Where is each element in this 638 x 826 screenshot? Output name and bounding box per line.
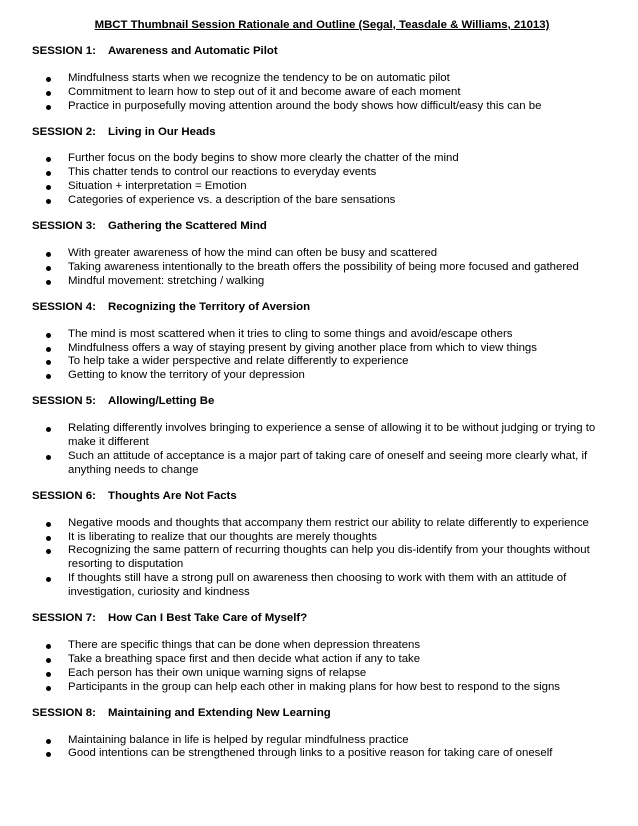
bullet-text: Each person has their own unique warning signs of relapse (68, 666, 367, 679)
session-title: Recognizing the Territory of Aversion (108, 300, 311, 313)
bullet-list (32, 328, 602, 384)
bullet-icon (46, 427, 51, 432)
bullet-text: Good intentions can be strengthened through links to a positive reason for taking care of oneself (68, 747, 553, 760)
bullet-icon (46, 455, 51, 460)
bullet-text: Negative moods and thoughts that accompany them restrict our ability to relate differently to experience (68, 516, 589, 529)
bullet-text: Further focus on the body begins to show more clearly the chatter of the mind (68, 152, 459, 165)
list-item (32, 86, 602, 100)
bullet-icon (46, 77, 51, 82)
bullet-text: Mindful movement: stretching / walking (68, 274, 265, 287)
session-title: How Can I Best Take Care of Myself? (108, 612, 308, 625)
list-item (32, 166, 602, 180)
session-title: Allowing/Letting Be (108, 395, 215, 408)
list-item (32, 572, 602, 600)
bullet-text: Mindfulness offers a way of staying present by giving another place from which to view things (68, 341, 537, 354)
session-number: SESSION 6: (32, 489, 96, 502)
bullet-list (32, 639, 602, 695)
list-item (32, 328, 602, 342)
session-title: Thoughts Are Not Facts (108, 489, 237, 502)
bullet-icon (46, 171, 51, 176)
bullet-icon (46, 536, 51, 541)
session-number: SESSION 8: (32, 706, 96, 719)
bullet-list (32, 247, 602, 289)
bullet-text: Recognizing the same pattern of recurring thoughts can help you dis-identify from your thoughts without resorting to disputation (68, 544, 590, 571)
bullet-icon (46, 739, 51, 744)
session-number: SESSION 4: (32, 300, 96, 313)
session-heading (32, 707, 602, 721)
bullet-icon (46, 199, 51, 204)
bullet-text: The mind is most scattered when it tries to cling to some things and avoid/escape others (68, 327, 513, 340)
bullet-text: Taking awareness intentionally to the breath offers the possibility of being more focused and gathered (68, 260, 579, 273)
list-item (32, 544, 602, 572)
bullet-text: It is liberating to realize that our thoughts are merely thoughts (68, 530, 377, 543)
bullet-icon (46, 522, 51, 527)
bullet-icon (46, 374, 51, 379)
list-item (32, 261, 602, 275)
list-item (32, 747, 602, 761)
bullet-text: Situation + interpretation = Emotion (68, 180, 247, 193)
session-number: SESSION 3: (32, 220, 96, 233)
bullet-icon (46, 360, 51, 365)
session-title: Awareness and Automatic Pilot (108, 44, 278, 57)
bullet-text: With greater awareness of how the mind can often be busy and scattered (68, 246, 438, 259)
session-heading (32, 126, 602, 140)
bullet-text: Commitment to learn how to step out of it and become aware of each moment (68, 85, 461, 98)
list-item (32, 422, 602, 450)
bullet-text: If thoughts still have a strong pull on awareness then choosing to work with them with an attitude of investigation, curiosity and kindness (68, 572, 567, 599)
session-title: Living in Our Heads (108, 125, 216, 138)
list-item (32, 342, 602, 356)
bullet-icon (46, 672, 51, 677)
bullet-icon (46, 157, 51, 162)
bullet-text: There are specific things that can be done when depression threatens (68, 639, 421, 651)
list-item (32, 355, 602, 369)
list-item (32, 194, 602, 208)
bullet-icon (46, 266, 51, 271)
list-item (32, 639, 602, 653)
session-heading (32, 490, 602, 504)
bullet-icon (46, 185, 51, 190)
session-title: Maintaining and Extending New Learning (108, 706, 331, 719)
session-6 (32, 490, 602, 600)
list-item (32, 369, 602, 383)
session-heading (32, 45, 602, 59)
bullet-icon (46, 347, 51, 352)
list-item (32, 531, 602, 545)
bullet-icon (46, 752, 51, 757)
list-item (32, 100, 602, 114)
bullet-text: Relating differently involves bringing to experience a sense of allowing it to be without judging or trying to make it different (68, 422, 596, 449)
bullet-list (32, 152, 602, 208)
session-3 (32, 220, 602, 289)
list-item (32, 681, 602, 695)
session-heading (32, 612, 602, 626)
bullet-icon (46, 105, 51, 110)
list-item (32, 72, 602, 86)
session-1 (32, 45, 602, 114)
bullet-icon (46, 577, 51, 582)
bullet-icon (46, 549, 51, 554)
bullet-text: Practice in purposefully moving attention around the body shows how difficult/easy this can be (68, 99, 542, 112)
session-2 (32, 126, 602, 209)
session-number: SESSION 1: (32, 44, 96, 57)
bullet-list (32, 734, 602, 762)
bullet-text: To help take a wider perspective and relate differently to experience (68, 355, 409, 368)
list-item (32, 275, 602, 289)
session-heading (32, 220, 602, 234)
bullet-icon (46, 333, 51, 338)
list-item (32, 247, 602, 261)
session-heading (32, 301, 602, 315)
session-number: SESSION 5: (32, 395, 96, 408)
bullet-text: Participants in the group can help each other in making plans for how best to respond to the signs (68, 680, 560, 693)
list-item (32, 180, 602, 194)
session-title: Gathering the Scattered Mind (108, 220, 267, 233)
bullet-text: Such an attitude of acceptance is a major part of taking care of oneself and seeing more clearly what, if anything needs to change (68, 449, 588, 476)
bullet-list (32, 422, 602, 478)
session-heading (32, 395, 602, 409)
list-item (32, 667, 602, 681)
session-7 (32, 612, 602, 695)
session-5 (32, 395, 602, 478)
session-number: SESSION 2: (32, 125, 96, 138)
bullet-text: Mindfulness starts when we recognize the tendency to be on automatic pilot (68, 71, 450, 84)
list-item (32, 450, 602, 478)
bullet-text: Categories of experience vs. a description of the bare sensations (68, 194, 396, 207)
session-8 (32, 707, 602, 762)
bullet-icon (46, 644, 51, 649)
bullet-icon (46, 252, 51, 257)
bullet-list (32, 72, 602, 114)
bullet-icon (46, 280, 51, 285)
bullet-icon (46, 658, 51, 663)
session-number: SESSION 7: (32, 612, 96, 625)
list-item (32, 152, 602, 166)
list-item (32, 517, 602, 531)
bullet-text: Getting to know the territory of your depression (68, 369, 305, 382)
bullet-text: Take a breathing space first and then decide what action if any to take (68, 652, 421, 665)
list-item (32, 734, 602, 748)
bullet-icon (46, 686, 51, 691)
list-item (32, 653, 602, 667)
bullet-list (32, 517, 602, 600)
bullet-icon (46, 91, 51, 96)
bullet-text: Maintaining balance in life is helped by regular mindfulness practice (68, 733, 409, 746)
session-4 (32, 301, 602, 384)
bullet-text: This chatter tends to control our reactions to everyday events (68, 166, 377, 179)
document-title: MBCT Thumbnail Session Rationale and Outline (Segal, Teasdale & Williams, 21013) (94, 19, 550, 31)
